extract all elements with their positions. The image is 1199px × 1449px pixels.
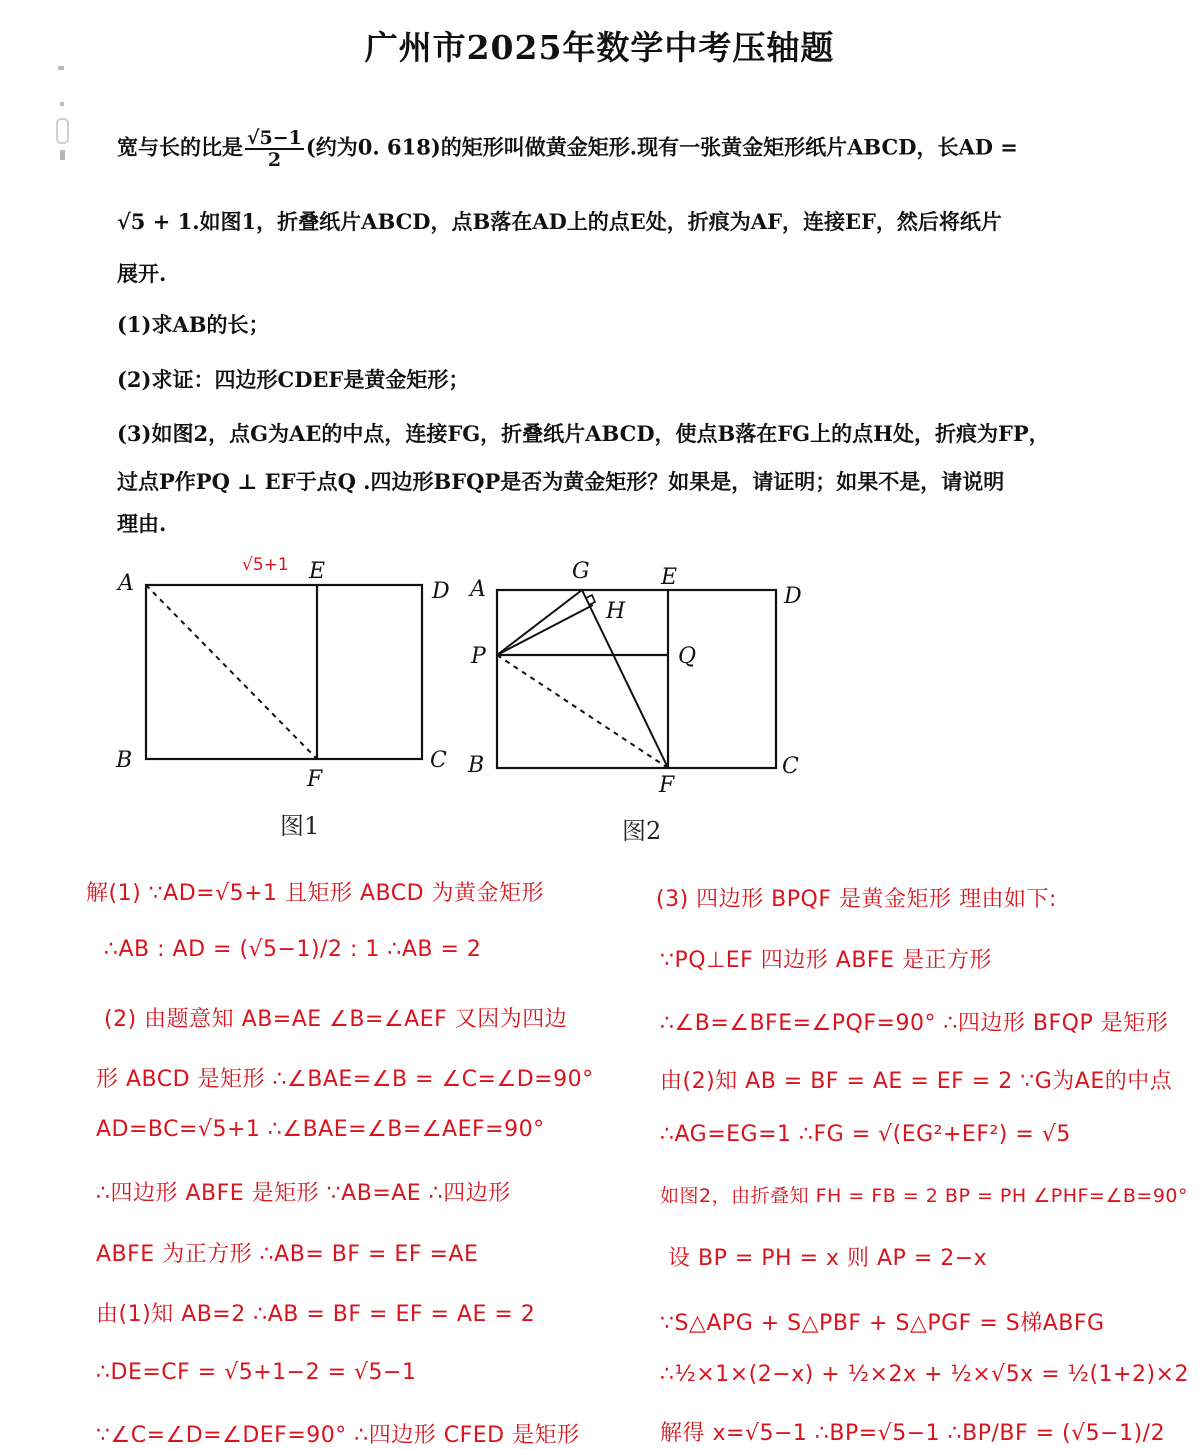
solution-right-line: ∵PQ⊥EF 四边形 ABFE 是正方形 — [660, 948, 992, 973]
fig1-label-c: C — [430, 748, 447, 773]
fig2-label-h: H — [606, 599, 626, 624]
question-2: (2)求证：四边形CDEF是黄金矩形； — [117, 367, 470, 392]
solution-right-line: 设 BP = PH = x 则 AP = 2−x — [668, 1246, 988, 1271]
question-3-line-2: 过点P作PQ ⊥ EF于点Q .四边形BFQP是否为黄金矩形？如果是，请证明；如果不是，请说明 — [117, 469, 1005, 494]
fig2-label-q: Q — [678, 644, 697, 669]
fig2-label-f: F — [659, 773, 675, 798]
solution-left-line: ∵∠C=∠D=∠DEF=90° ∴四边形 CFED 是矩形 — [96, 1423, 580, 1448]
solution-right-line: 如图2，由折叠知 FH = FB = 2 BP = PH ∠PHF=∠B=90° — [660, 1185, 1188, 1207]
fig1-label-d: D — [432, 579, 450, 604]
solution-right-line: ∴∠B=∠BFE=∠PQF=90° ∴四边形 BFQP 是矩形 — [660, 1011, 1169, 1036]
fig2-label-c: C — [782, 754, 799, 779]
solution-right-line: 由(2)知 AB = BF = AE = EF = 2 ∵G为AE的中点 — [660, 1069, 1173, 1094]
figure-2-diagram — [460, 548, 820, 808]
fig2-fold-pf — [497, 655, 668, 768]
fig2-label-b: B — [468, 753, 485, 778]
solution-left-line: (2) 由题意知 AB=AE ∠B=∠AEF 又因为四边 — [104, 1007, 568, 1032]
golden-ratio-fraction — [245, 128, 304, 170]
solution-left-line: AD=BC=√5+1 ∴∠BAE=∠B=∠AEF=90° — [96, 1117, 545, 1142]
question-1: (1)求AB的长； — [117, 312, 270, 337]
fig2-label-p: P — [471, 644, 486, 669]
solution-right-line: ∴AG=EG=1 ∴FG = √(EG²+EF²) = √5 — [660, 1122, 1071, 1147]
figure-1-caption: 图1 — [280, 812, 320, 840]
solution-left-line: ∴DE=CF = √5+1−2 = √5−1 — [96, 1360, 417, 1385]
page-title: 广州市2025年数学中考压轴题 — [364, 28, 835, 67]
fig1-label-a: A — [118, 571, 134, 596]
fig2-label-a: A — [470, 577, 486, 602]
solution-left-line: 解(1) ∵AD=√5+1 且矩形 ABCD 为黄金矩形 — [86, 881, 545, 906]
problem-line-3: 展开. — [117, 261, 167, 286]
figure-1-diagram — [100, 548, 460, 808]
fig2-label-e: E — [661, 565, 678, 590]
fig1-label-e: E — [309, 559, 326, 584]
solution-right-line: ∴½×1×(2−x) + ½×2x + ½×√5x = ½(1+2)×2 — [660, 1362, 1189, 1387]
question-3-line-3: 理由. — [117, 511, 167, 536]
fig1-label-b: B — [116, 748, 133, 773]
scan-mark — [60, 102, 64, 106]
solution-right-line: (3) 四边形 BPQF 是黄金矩形 理由如下: — [656, 887, 1057, 912]
fig2-label-d: D — [784, 584, 802, 609]
solution-left-line: 形 ABCD 是矩形 ∴∠BAE=∠B = ∠C=∠D=90° — [96, 1067, 594, 1092]
solution-left-line: ∴AB : AD = (√5−1)/2 : 1 ∴AB = 2 — [104, 937, 482, 962]
ratio-numerator: √5−1 — [247, 127, 302, 149]
fig1-fold-af — [146, 585, 317, 759]
problem-line-1 — [117, 128, 1162, 170]
fig1-label-f: F — [307, 767, 323, 792]
problem-intro-b: (约为0. 618)的矩形叫做黄金矩形.现有一张黄金矩形纸片ABCD，长AD = — [305, 134, 1018, 160]
problem-intro-a: 宽与长的比是 — [117, 134, 243, 160]
question-3-line-1: (3)如图2，点G为AE的中点，连接FG，折叠纸片ABCD，使点B落在FG上的点H处，折痕为FP， — [117, 421, 1050, 446]
problem-line-2: √5 + 1.如图1，折叠纸片ABCD，点B落在AD上的点E处，折痕为AF，连接EF，然后将纸片 — [117, 209, 1002, 234]
figure-2-caption: 图2 — [622, 817, 662, 845]
ratio-denominator: 2 — [267, 149, 282, 171]
fig1-annotation: √5+1 — [242, 555, 289, 575]
solution-right-line: ∵S△APG + S△PBF + S△PGF = S梯ABFG — [660, 1311, 1105, 1336]
fig1-rect-abcd — [146, 585, 422, 759]
scan-mark — [60, 150, 65, 160]
fig2-rect-abcd — [497, 590, 776, 768]
scan-mark — [56, 118, 69, 144]
fig2-segment-ph — [497, 605, 593, 655]
solution-left-line: ∴四边形 ABFE 是矩形 ∵AB=AE ∴四边形 — [96, 1181, 511, 1206]
solution-right-line: 解得 x=√5−1 ∴BP=√5−1 ∴BP/BF = (√5−1)/2 — [660, 1421, 1166, 1446]
solution-left-line: 由(1)知 AB=2 ∴AB = BF = EF = AE = 2 — [96, 1302, 536, 1327]
fig2-segment-pg — [497, 590, 582, 655]
solution-left-line: ABFE 为正方形 ∴AB= BF = EF =AE — [96, 1242, 479, 1267]
fig2-label-g: G — [572, 559, 590, 584]
